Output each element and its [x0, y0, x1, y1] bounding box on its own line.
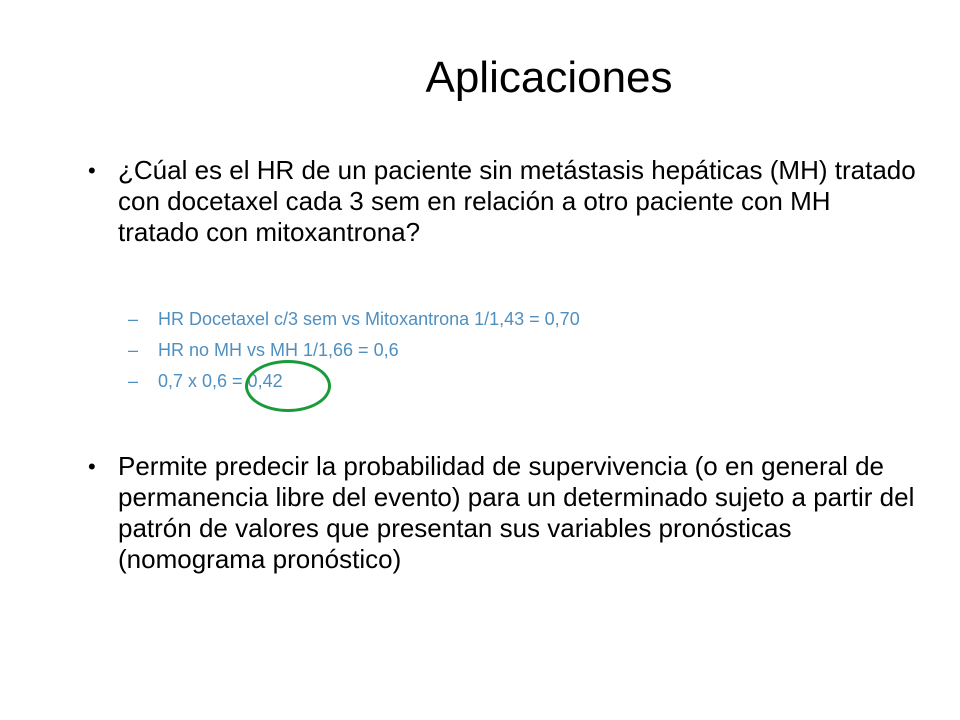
- bullet-text: ¿Cúal es el HR de un paciente sin metástasis hepáticas (MH) tratado con docetaxel cada 3 sem en relación a otro paciente con MH tratado con mitoxantrona?: [118, 155, 916, 247]
- calculation-text: HR Docetaxel c/3 sem vs Mitoxantrona 1/1,43 = 0,70: [158, 309, 580, 329]
- calculation-text: HR no MH vs MH 1/1,66 = 0,6: [158, 340, 399, 360]
- highlight-circle: [245, 360, 331, 412]
- calculation-item: [128, 335, 858, 366]
- dash-marker: –: [128, 371, 139, 391]
- calculation-item: [128, 304, 858, 335]
- calculation-text: 0,7 x 0,6 = 0,42: [158, 371, 283, 391]
- bullet-text: Permite predecir la probabilidad de supervivencia (o en general de permanencia libre del evento) para un determinado sujeto a partir del patrón de valores que presentan sus variables pronósticas (nomograma pronóstico): [118, 451, 915, 574]
- bullet-question: [88, 155, 918, 248]
- bullet-application: [88, 451, 918, 575]
- dash-marker: –: [128, 309, 139, 329]
- bullet-marker: •: [88, 454, 96, 479]
- bullet-marker: •: [88, 158, 96, 183]
- slide-title: Aplicaciones: [425, 53, 673, 102]
- dash-marker: –: [128, 340, 139, 360]
